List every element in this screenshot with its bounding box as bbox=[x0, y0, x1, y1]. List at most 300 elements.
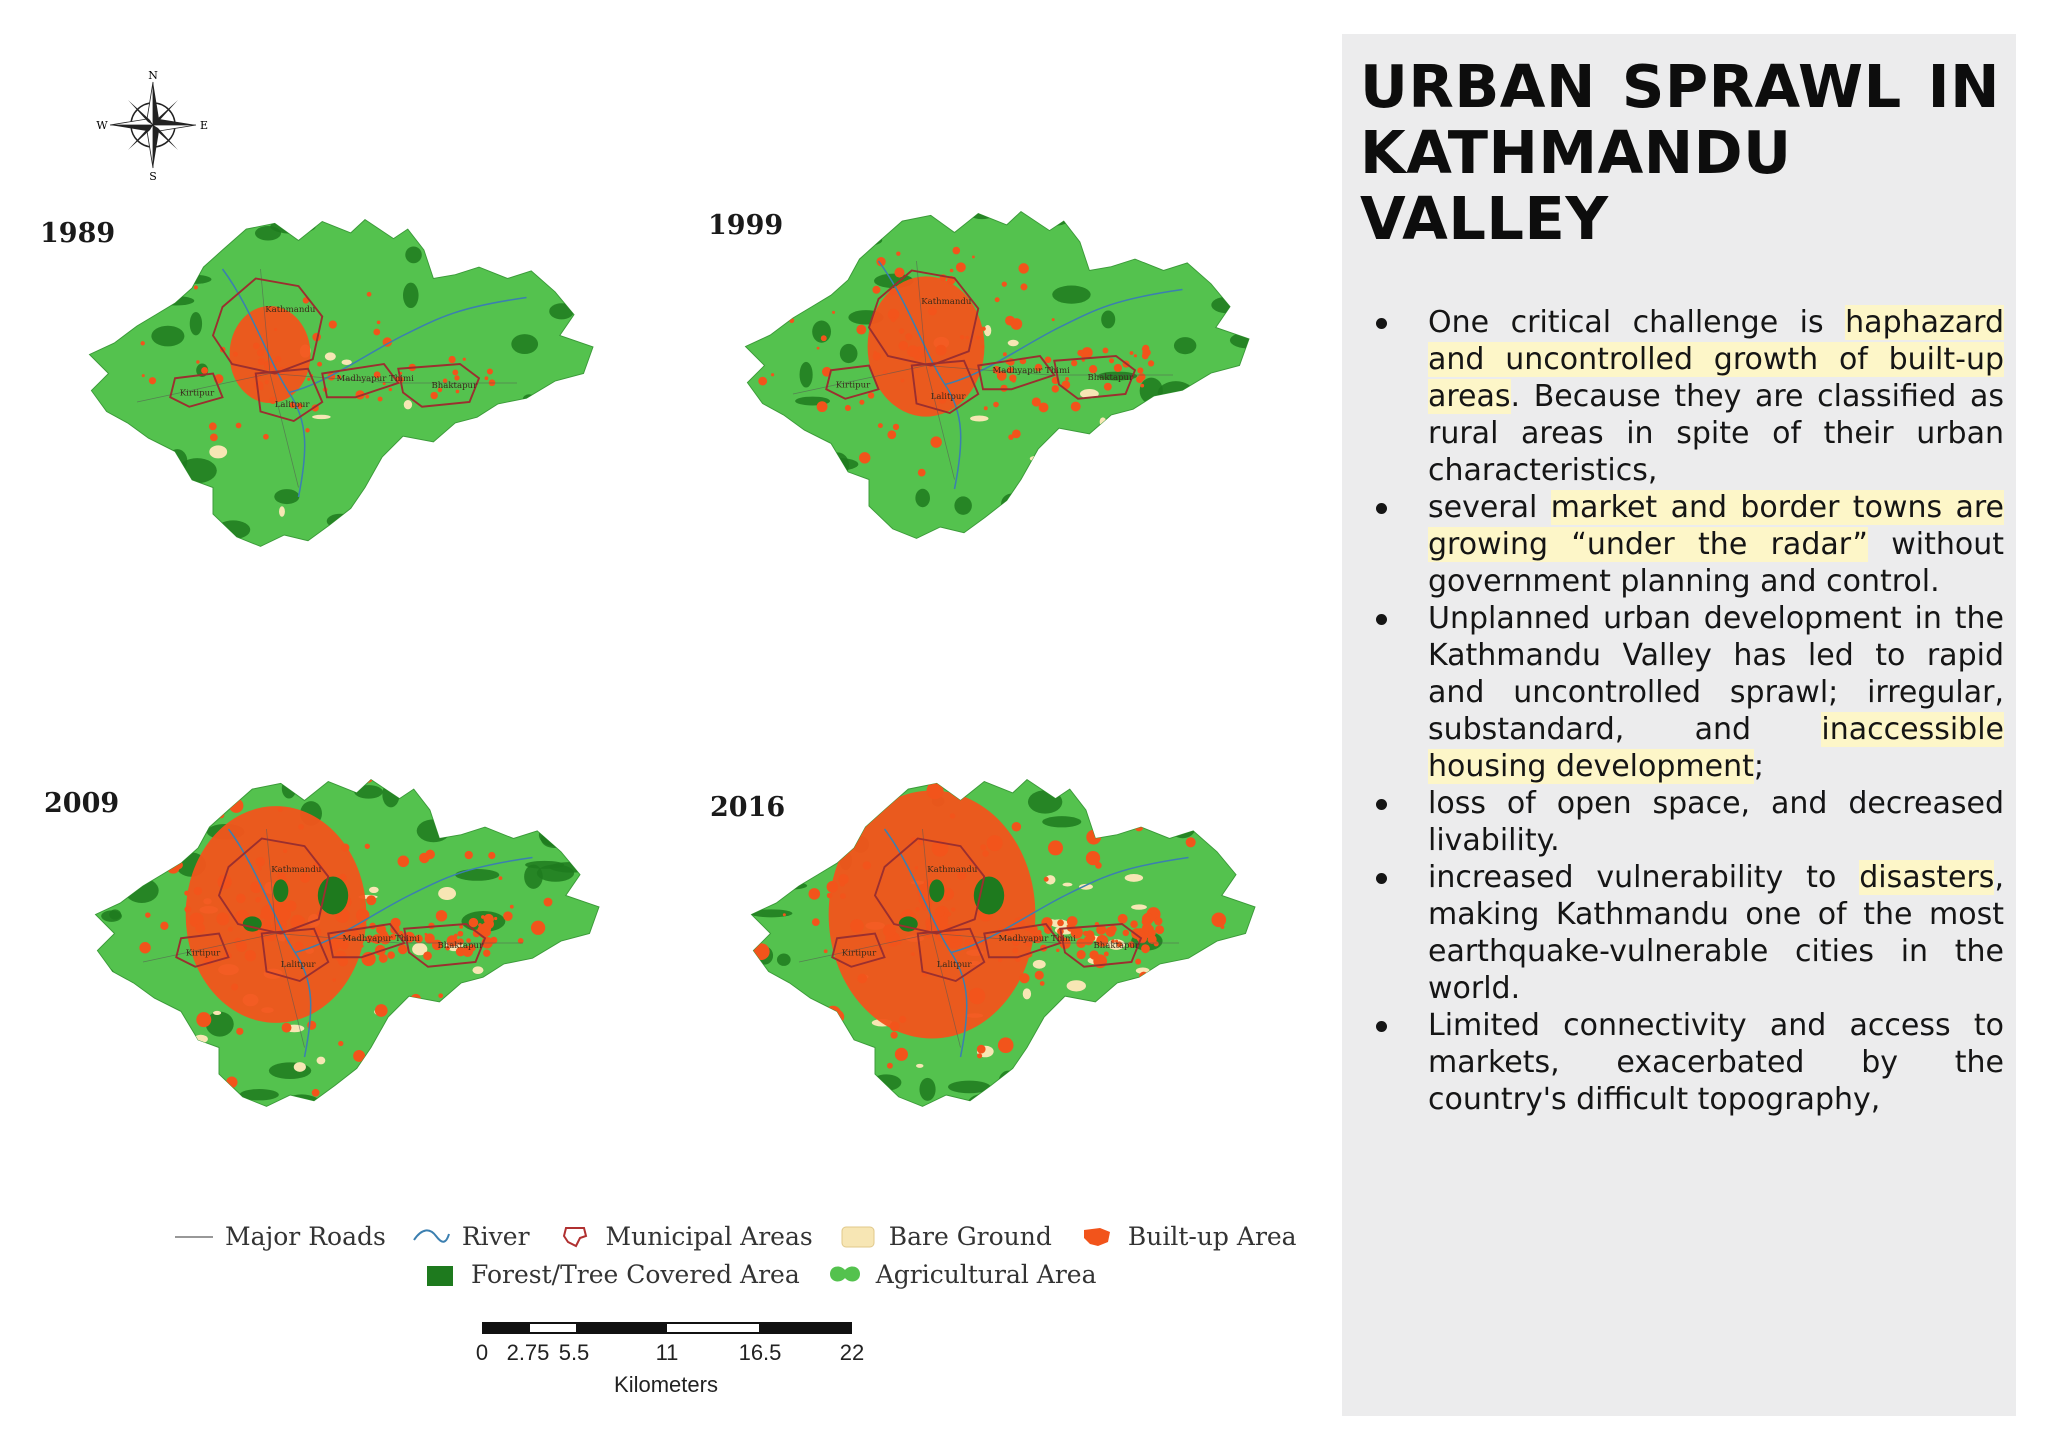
bullet-text: loss of open space, and decreased livability. bbox=[1428, 786, 2004, 858]
forest-patch bbox=[871, 1074, 901, 1090]
built-up-patch bbox=[771, 373, 774, 376]
built-up-patch bbox=[1108, 776, 1119, 787]
forest-patch bbox=[767, 1093, 808, 1114]
built-up-patch bbox=[872, 286, 880, 294]
built-up-patch bbox=[255, 857, 264, 867]
built-up-patch bbox=[160, 922, 168, 930]
forest-patch bbox=[379, 489, 404, 497]
town-label-madhyapur: Madhyapur Thimi bbox=[342, 934, 420, 945]
forest-patch bbox=[403, 283, 419, 308]
built-up-patch bbox=[458, 995, 467, 1004]
built-up-patch bbox=[1077, 941, 1082, 946]
bare-ground-patch bbox=[1123, 983, 1142, 992]
built-up-patch bbox=[411, 994, 421, 1004]
built-up-patch bbox=[1000, 385, 1007, 392]
forest-patch bbox=[871, 534, 898, 548]
forest-patch bbox=[974, 877, 1004, 915]
built-up-patch bbox=[481, 915, 485, 919]
built-up-patch bbox=[377, 320, 381, 324]
built-up-patch bbox=[817, 401, 828, 412]
forest-patch bbox=[788, 1009, 813, 1029]
built-up-patch bbox=[1084, 936, 1094, 946]
built-up-patch bbox=[332, 978, 335, 981]
built-up-patch bbox=[373, 329, 380, 336]
built-up-patch bbox=[740, 1054, 743, 1057]
bullet-item bbox=[1370, 489, 2004, 600]
forest-patch bbox=[1075, 199, 1107, 210]
bare-ground-patch bbox=[213, 1011, 221, 1015]
bare-ground-patch bbox=[317, 1057, 326, 1065]
built-up-patch bbox=[959, 749, 969, 759]
town-label-lalitpur: Lalitpur bbox=[274, 399, 310, 410]
forest-patch bbox=[90, 852, 120, 860]
built-up-patch bbox=[8, 932, 12, 936]
built-up-patch bbox=[998, 958, 1002, 962]
built-up-patch bbox=[367, 292, 372, 297]
built-up-patch bbox=[499, 876, 503, 880]
built-up-patch bbox=[1052, 385, 1059, 392]
built-up-patch bbox=[1011, 318, 1023, 330]
forest-patch bbox=[803, 1103, 816, 1111]
bare-ground-patch bbox=[404, 400, 412, 409]
title-line-2: KATHMANDU VALLEY bbox=[1360, 118, 1792, 253]
forest-patch bbox=[835, 760, 870, 786]
forest-patch bbox=[167, 798, 191, 816]
legend-label: Forest/Tree Covered Area bbox=[471, 1260, 800, 1289]
built-up-patch bbox=[827, 881, 839, 893]
built-up-patch bbox=[439, 1025, 453, 1039]
forest-patch bbox=[318, 877, 348, 915]
forest-patch bbox=[591, 789, 635, 815]
forest-patch bbox=[529, 495, 564, 514]
built-up-patch bbox=[1136, 376, 1143, 383]
built-up-patch bbox=[141, 341, 145, 345]
built-up-patch bbox=[305, 428, 309, 432]
town-label-bhaktapur: Bhaktapur bbox=[431, 380, 478, 391]
built-up-patch bbox=[947, 912, 951, 916]
bullet-text: , making Kathmandu one of the most earthquake-vulnerable cities in the world. bbox=[1428, 860, 2004, 1006]
forest-patch bbox=[596, 325, 612, 344]
built-up-patch bbox=[317, 928, 321, 932]
built-up-patch bbox=[341, 844, 349, 852]
built-up-patch bbox=[1105, 927, 1115, 937]
forest-patch bbox=[577, 457, 602, 478]
built-up-patch bbox=[387, 951, 395, 959]
built-up-patch bbox=[312, 1089, 320, 1097]
built-up-patch bbox=[1134, 822, 1143, 831]
built-up-patch bbox=[915, 907, 919, 911]
forest-patch bbox=[382, 782, 399, 808]
bullet-list bbox=[1370, 304, 2004, 1118]
built-up-patch bbox=[1046, 1027, 1061, 1042]
built-up-patch bbox=[157, 1023, 167, 1033]
forest-patch bbox=[282, 778, 296, 798]
forest-patch bbox=[523, 394, 536, 404]
built-up-patch bbox=[1002, 282, 1007, 287]
bullet-dot-icon bbox=[1376, 614, 1387, 625]
built-up-patch bbox=[1083, 931, 1088, 936]
bare-ground-patch bbox=[1155, 1005, 1171, 1014]
built-up-patch bbox=[463, 358, 466, 361]
forest-patch bbox=[825, 1075, 837, 1090]
built-up-patch bbox=[182, 805, 191, 814]
built-up-patch bbox=[47, 975, 57, 985]
built-up-patch bbox=[283, 849, 287, 853]
bare-ground-patch bbox=[438, 887, 456, 900]
built-up-patch bbox=[853, 830, 857, 834]
built-up-patch bbox=[375, 1004, 388, 1017]
built-up-patch bbox=[494, 917, 497, 920]
built-up-patch bbox=[830, 763, 834, 767]
built-up-patch bbox=[743, 835, 748, 840]
built-up-patch bbox=[255, 897, 261, 903]
bare-ground-patch bbox=[850, 1069, 867, 1073]
forest-patch bbox=[948, 1081, 991, 1094]
legend-label: Bare Ground bbox=[888, 1222, 1052, 1251]
bullet-text: Limited connectivity and access to markets, exacerbated by the country's difficult topography, bbox=[1428, 1008, 2004, 1117]
built-up-patch bbox=[831, 804, 848, 821]
town-label-kathmandu: Kathmandu bbox=[927, 864, 978, 875]
built-up-patch bbox=[859, 400, 864, 405]
built-up-patch bbox=[1012, 822, 1022, 832]
bare-ground-patch bbox=[1008, 340, 1019, 346]
forest-patch bbox=[723, 1035, 762, 1060]
built-up-patch bbox=[207, 1050, 212, 1055]
built-up-patch bbox=[836, 842, 841, 847]
built-up-patch bbox=[960, 335, 965, 340]
builtup-legend-icon bbox=[1078, 1224, 1116, 1250]
built-up-patch bbox=[1114, 364, 1122, 372]
built-up-patch bbox=[831, 1010, 844, 1023]
built-up-patch bbox=[860, 1097, 863, 1100]
built-up-patch bbox=[854, 1070, 868, 1084]
built-up-patch bbox=[253, 343, 260, 350]
built-up-patch bbox=[956, 262, 966, 272]
built-up-patch bbox=[1044, 877, 1049, 882]
built-up-patch bbox=[981, 345, 984, 348]
built-up-patch bbox=[732, 897, 740, 905]
built-up-patch bbox=[850, 919, 864, 933]
built-up-patch bbox=[531, 921, 545, 935]
bare-ground-patch bbox=[472, 966, 483, 974]
built-up-patch bbox=[879, 739, 888, 748]
bullet-item bbox=[1370, 304, 2004, 489]
bare-ground-patch bbox=[916, 1064, 923, 1068]
built-up-patch bbox=[816, 800, 827, 811]
forest-patch bbox=[1163, 488, 1175, 504]
scale-unit-label: Kilometers bbox=[614, 1372, 718, 1397]
built-up-patch bbox=[1080, 1049, 1094, 1063]
built-up-patch bbox=[1003, 352, 1007, 356]
built-up-patch bbox=[126, 825, 129, 828]
built-up-patch bbox=[142, 374, 145, 377]
forest-patch bbox=[1013, 489, 1041, 509]
built-up-patch bbox=[812, 262, 816, 266]
bare-ground-patch bbox=[1131, 904, 1147, 909]
built-up-patch bbox=[488, 852, 495, 859]
forest-patch bbox=[511, 334, 538, 354]
built-up-patch bbox=[891, 317, 896, 322]
built-up-patch bbox=[209, 422, 217, 430]
built-up-patch bbox=[1142, 919, 1148, 925]
built-up-patch bbox=[969, 988, 986, 1005]
built-up-patch bbox=[810, 286, 817, 293]
built-up-patch bbox=[1056, 949, 1059, 952]
forest-patch bbox=[489, 243, 516, 251]
compass-rose-icon bbox=[96, 69, 209, 183]
built-up-patch bbox=[976, 336, 980, 340]
built-up-patch bbox=[436, 910, 447, 921]
legend-item bbox=[412, 1222, 530, 1251]
legend-item bbox=[175, 1222, 386, 1251]
forest-patch bbox=[998, 1071, 1018, 1096]
built-up-patch bbox=[783, 824, 796, 837]
built-up-patch bbox=[857, 974, 867, 984]
bare-ground-patch bbox=[1162, 968, 1174, 976]
built-up-patch bbox=[735, 361, 741, 367]
municipal-legend-icon bbox=[556, 1224, 594, 1250]
built-up-patch bbox=[135, 873, 145, 883]
built-up-patch bbox=[1019, 973, 1029, 983]
town-label-kirtipur: Kirtipur bbox=[841, 948, 877, 959]
built-up-patch bbox=[128, 995, 133, 1000]
bare-ground-patch bbox=[1077, 1049, 1088, 1057]
scale-tick-label: 22 bbox=[839, 1340, 865, 1365]
built-up-patch bbox=[824, 949, 828, 953]
built-up-patch bbox=[966, 336, 970, 340]
title-word: IN bbox=[1927, 52, 2000, 121]
built-up-patch bbox=[1071, 360, 1077, 366]
scale-tick-label: 0 bbox=[475, 1340, 489, 1365]
page-title bbox=[1360, 54, 2000, 252]
bullet-text: . Because they are classified as rural areas in spite of their urban characteristics, bbox=[1428, 379, 2004, 488]
built-up-patch bbox=[423, 951, 432, 960]
river-legend-icon bbox=[412, 1224, 450, 1250]
built-up-core bbox=[230, 306, 311, 403]
bare-ground-patch bbox=[1153, 1041, 1171, 1053]
forest-patch bbox=[826, 452, 849, 477]
built-up-patch bbox=[444, 1011, 451, 1018]
built-up-patch bbox=[830, 1069, 836, 1075]
forest-patch bbox=[338, 557, 359, 570]
built-up-patch bbox=[176, 847, 189, 860]
land-cover-map bbox=[732, 204, 1272, 584]
forest-patch bbox=[1141, 1084, 1172, 1109]
built-up-patch bbox=[1155, 925, 1164, 934]
built-up-patch bbox=[1052, 318, 1055, 321]
built-up-patch bbox=[982, 850, 988, 856]
built-up-patch bbox=[991, 748, 1003, 760]
built-up-patch bbox=[821, 335, 827, 341]
forest-patch bbox=[1233, 1059, 1276, 1075]
built-up-patch bbox=[911, 952, 915, 956]
built-up-patch bbox=[953, 247, 961, 255]
built-up-patch bbox=[196, 1012, 211, 1027]
town-label-bhaktapur: Bhaktapur bbox=[437, 940, 484, 951]
scale-tick-label: 16.5 bbox=[738, 1340, 782, 1365]
built-up-patch bbox=[298, 824, 304, 830]
built-up-patch bbox=[757, 1039, 773, 1055]
forest-patch bbox=[940, 548, 964, 556]
built-up-patch bbox=[114, 876, 121, 883]
bullet-dot-icon bbox=[1376, 1021, 1387, 1032]
bare-ground-patch bbox=[279, 506, 285, 516]
built-up-patch bbox=[783, 913, 786, 916]
bare-ground-patch bbox=[342, 359, 352, 365]
forest-legend-icon bbox=[421, 1262, 459, 1288]
bare-ground-patch bbox=[369, 887, 379, 893]
built-up-patch bbox=[1012, 948, 1018, 954]
forest-patch bbox=[274, 489, 299, 504]
built-up-patch bbox=[854, 799, 857, 802]
bare-ground-patch bbox=[1040, 1047, 1046, 1054]
forest-patch bbox=[965, 198, 999, 219]
built-up-patch bbox=[977, 1053, 982, 1058]
built-up-patch bbox=[233, 352, 238, 357]
town-label-bhaktapur: Bhaktapur bbox=[1093, 940, 1140, 951]
built-up-patch bbox=[286, 901, 297, 912]
forest-patch bbox=[255, 226, 281, 240]
forest-patch bbox=[387, 1063, 402, 1077]
bullet-dot-icon bbox=[1376, 503, 1387, 514]
town-label-kathmandu: Kathmandu bbox=[921, 296, 972, 307]
built-up-patch bbox=[1057, 920, 1064, 927]
bullet-item bbox=[1370, 859, 2004, 1007]
built-up-patch bbox=[789, 318, 794, 323]
forest-patch bbox=[1089, 781, 1109, 795]
forest-patch bbox=[455, 869, 499, 881]
bare-ground-patch bbox=[1100, 417, 1106, 426]
legend-item bbox=[839, 1222, 1052, 1251]
built-up-patch bbox=[209, 1082, 220, 1093]
forest-patch bbox=[915, 489, 930, 507]
built-up-patch bbox=[317, 362, 322, 367]
built-up-patch bbox=[194, 285, 198, 289]
built-up-patch bbox=[338, 1041, 343, 1046]
built-up-patch bbox=[184, 890, 189, 895]
built-up-patch bbox=[776, 860, 786, 870]
built-up-patch bbox=[1035, 971, 1044, 980]
built-up-patch bbox=[218, 812, 224, 818]
built-up-patch bbox=[366, 895, 376, 905]
built-up-patch bbox=[229, 799, 243, 813]
forest-patch bbox=[473, 978, 512, 990]
built-up-patch bbox=[1118, 914, 1128, 924]
built-up-patch bbox=[1143, 349, 1151, 357]
land-cover-map bbox=[738, 772, 1278, 1152]
built-up-patch bbox=[1077, 950, 1086, 959]
built-up-patch bbox=[721, 952, 724, 955]
built-up-patch bbox=[164, 1059, 171, 1066]
bare-ground-patch bbox=[204, 1071, 218, 1080]
built-up-patch bbox=[950, 269, 954, 273]
built-up-patch bbox=[1104, 350, 1107, 353]
forest-patch bbox=[788, 542, 813, 551]
agri-legend-icon bbox=[826, 1262, 864, 1288]
forest-patch bbox=[167, 449, 187, 473]
forest-patch bbox=[1156, 230, 1196, 246]
built-up-patch bbox=[951, 935, 958, 942]
built-up-patch bbox=[918, 469, 926, 477]
compass-s: S bbox=[149, 170, 157, 183]
forest-patch bbox=[539, 824, 569, 846]
forest-patch bbox=[589, 404, 614, 418]
built-up-patch bbox=[303, 752, 312, 761]
built-up-patch bbox=[146, 778, 152, 784]
built-up-patch bbox=[1154, 941, 1159, 946]
bullet-text: several bbox=[1428, 490, 1551, 525]
forest-patch bbox=[582, 781, 624, 792]
forest-patch bbox=[1051, 764, 1085, 788]
built-up-patch bbox=[1039, 402, 1049, 412]
forest-patch bbox=[784, 500, 820, 509]
built-up-patch bbox=[503, 911, 513, 921]
built-up-patch bbox=[901, 379, 905, 383]
built-up-patch bbox=[951, 907, 955, 911]
forest-patch bbox=[523, 426, 548, 451]
forest-patch bbox=[840, 344, 858, 363]
forest-patch bbox=[396, 497, 413, 519]
built-up-patch bbox=[890, 1021, 900, 1031]
forest-patch bbox=[582, 240, 616, 260]
bullet-dot-icon bbox=[1376, 318, 1387, 329]
built-up-patch bbox=[851, 1108, 858, 1115]
town-label-madhyapur: Madhyapur Thimi bbox=[336, 374, 414, 385]
forest-patch bbox=[1040, 214, 1069, 226]
bare-ground-patch bbox=[1030, 456, 1042, 462]
forest-patch bbox=[1145, 405, 1165, 429]
built-up-patch bbox=[307, 378, 310, 381]
built-up-patch bbox=[1211, 913, 1226, 928]
built-up-patch bbox=[210, 433, 218, 441]
legend-item bbox=[1078, 1222, 1297, 1251]
built-up-patch bbox=[878, 423, 883, 428]
built-up-patch bbox=[449, 356, 456, 363]
built-up-patch bbox=[1071, 402, 1081, 412]
built-up-patch bbox=[265, 380, 269, 384]
forest-patch bbox=[1246, 844, 1268, 853]
forest-patch bbox=[1170, 817, 1195, 838]
built-up-patch bbox=[1059, 1046, 1066, 1053]
map-year-label: 2016 bbox=[710, 792, 786, 823]
forest-patch bbox=[176, 275, 211, 284]
highlighted-text: inaccessible housing development bbox=[1428, 712, 2004, 784]
built-up-patch bbox=[1048, 840, 1063, 855]
map-year-label: 1989 bbox=[40, 218, 116, 249]
bare-ground-patch bbox=[984, 325, 991, 336]
forest-patch bbox=[88, 540, 113, 563]
built-up-patch bbox=[732, 850, 741, 859]
forest-patch bbox=[109, 909, 121, 919]
built-up-patch bbox=[703, 1012, 712, 1021]
built-up-patch bbox=[1154, 917, 1162, 925]
built-up-patch bbox=[1079, 790, 1088, 799]
forest-patch bbox=[125, 878, 159, 903]
info-panel bbox=[1342, 34, 2016, 1416]
forest-patch bbox=[517, 448, 528, 462]
bare-ground-patch bbox=[1125, 874, 1143, 882]
map-year-label: 1999 bbox=[708, 210, 784, 241]
scale-bar-graphic bbox=[482, 1322, 852, 1334]
built-up-patch bbox=[930, 436, 941, 447]
built-up-patch bbox=[64, 912, 70, 918]
map-panel-2016 bbox=[710, 772, 1338, 1292]
built-up-patch bbox=[1148, 929, 1156, 937]
built-up-patch bbox=[236, 423, 242, 429]
bullet-dot-icon bbox=[1376, 873, 1387, 884]
built-up-patch bbox=[812, 918, 820, 926]
built-up-patch bbox=[1123, 930, 1129, 936]
